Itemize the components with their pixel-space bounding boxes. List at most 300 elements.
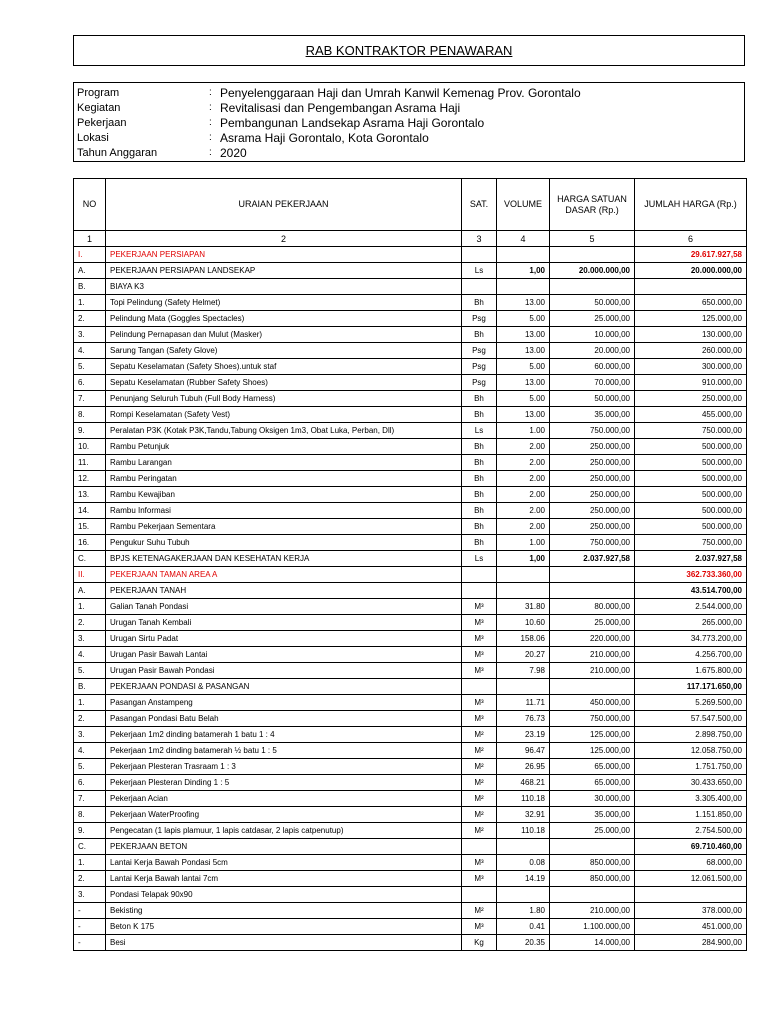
row-number: A. [74,263,106,279]
row-number: - [74,903,106,919]
info-colon: : [209,102,212,113]
row-unit: M² [462,903,497,919]
row-volume: 110.18 [497,823,550,839]
row-volume: 13.00 [497,327,550,343]
info-row [77,130,737,146]
row-volume: 20.27 [497,647,550,663]
info-label: Pekerjaan [77,117,127,129]
row-total: 69.710.460,00 [635,839,747,855]
row-unit-price: 210.000,00 [550,903,635,919]
row-unit [462,247,497,263]
row-unit: Bh [462,391,497,407]
row-unit-price: 35.000,00 [550,807,635,823]
row-number: 7. [74,791,106,807]
header-jumlah: JUMLAH HARGA (Rp.) [635,179,747,231]
row-unit-price: 250.000,00 [550,471,635,487]
row-number: 3. [74,887,106,903]
info-value: 2020 [220,146,247,160]
table-row [74,535,747,551]
row-description: PEKERJAAN TANAH [106,583,462,599]
row-total [635,887,747,903]
table-row [74,375,747,391]
table-row [74,647,747,663]
row-unit-price: 220.000,00 [550,631,635,647]
row-volume: 1.00 [497,423,550,439]
row-description: PEKERJAAN BETON [106,839,462,855]
row-total: 750.000,00 [635,423,747,439]
row-total: 20.000.000,00 [635,263,747,279]
row-description: Pasangan Pondasi Batu Belah [106,711,462,727]
row-number: 5. [74,663,106,679]
row-total: 750.000,00 [635,535,747,551]
row-description: Rambu Peringatan [106,471,462,487]
row-total: 57.547.500,00 [635,711,747,727]
table-row [74,487,747,503]
row-unit: M² [462,791,497,807]
table-row [74,887,747,903]
row-volume: 32.91 [497,807,550,823]
row-description: Urugan Pasir Bawah Pondasi [106,663,462,679]
info-label: Lokasi [77,132,109,144]
row-unit-price [550,839,635,855]
row-unit: Bh [462,407,497,423]
table-row [74,567,747,583]
row-volume: 2.00 [497,455,550,471]
row-description: Topi Pelindung (Safety Helmet) [106,295,462,311]
row-number: 4. [74,647,106,663]
table-row [74,391,747,407]
table-row [74,807,747,823]
info-label: Tahun Anggaran [77,147,158,159]
table-row [74,263,747,279]
row-volume: 31.80 [497,599,550,615]
row-number: 2. [74,311,106,327]
row-description: Bekisting [106,903,462,919]
row-total: 650.000,00 [635,295,747,311]
row-description: Urugan Sirtu Padat [106,631,462,647]
row-number: 12. [74,471,106,487]
row-unit-price [550,679,635,695]
row-total: 500.000,00 [635,455,747,471]
row-unit: Bh [462,535,497,551]
row-unit [462,279,497,295]
row-total: 284.900,00 [635,935,747,951]
row-volume: 1,00 [497,263,550,279]
row-number: - [74,935,106,951]
row-number: 2. [74,711,106,727]
row-unit: Ls [462,263,497,279]
row-total: 4.256.700,00 [635,647,747,663]
row-description: Rambu Informasi [106,503,462,519]
row-description: Pekerjaan Plesteran Trasraam 1 : 3 [106,759,462,775]
row-description: BPJS KETENAGAKERJAAN DAN KESEHATAN KERJA [106,551,462,567]
row-unit: Bh [462,327,497,343]
row-volume: 1,00 [497,551,550,567]
row-number: 14. [74,503,106,519]
column-number: 3 [462,231,497,247]
row-volume [497,567,550,583]
document-title: RAB KONTRAKTOR PENAWARAN [73,35,745,66]
row-description: PEKERJAAN PERSIAPAN LANDSEKAP [106,263,462,279]
table-row [74,727,747,743]
row-unit: M³ [462,599,497,615]
row-unit: M³ [462,631,497,647]
row-description: Besi [106,935,462,951]
row-total: 250.000,00 [635,391,747,407]
row-description: Pekerjaan Acian [106,791,462,807]
row-unit-price: 850.000,00 [550,871,635,887]
row-description: Sarung Tangan (Safety Glove) [106,343,462,359]
row-number: 1. [74,295,106,311]
info-value: Revitalisasi dan Pengembangan Asrama Haji [220,101,461,115]
row-number: 6. [74,775,106,791]
row-description: PEKERJAAN TAMAN AREA A [106,567,462,583]
row-total: 500.000,00 [635,487,747,503]
row-total: 12.061.500,00 [635,871,747,887]
row-total: 500.000,00 [635,439,747,455]
row-description: Lantai Kerja Bawah Pondasi 5cm [106,855,462,871]
info-value: Pembangunan Landsekap Asrama Haji Gorontalo [220,116,485,130]
row-volume: 20.35 [497,935,550,951]
row-volume: 1.00 [497,535,550,551]
row-unit-price: 14.000,00 [550,935,635,951]
row-total: 2.037.927,58 [635,551,747,567]
row-volume: 10.60 [497,615,550,631]
row-total: 3.305.400,00 [635,791,747,807]
info-row [77,100,737,116]
row-unit: M² [462,759,497,775]
row-number: 5. [74,359,106,375]
row-description: Pekerjaan 1m2 dinding batamerah 1 batu 1 : 4 [106,727,462,743]
row-unit: Bh [462,487,497,503]
row-volume: 13.00 [497,407,550,423]
table-row [74,423,747,439]
row-unit: Bh [462,471,497,487]
row-number: 3. [74,327,106,343]
row-unit: Kg [462,935,497,951]
row-number: 6. [74,375,106,391]
row-volume: 13.00 [497,343,550,359]
row-number: 15. [74,519,106,535]
row-unit-price: 60.000,00 [550,359,635,375]
row-number: B. [74,679,106,695]
row-unit-price: 125.000,00 [550,743,635,759]
row-description: Pekerjaan 1m2 dinding batamerah ½ batu 1 : 5 [106,743,462,759]
row-unit-price: 250.000,00 [550,455,635,471]
row-number: 4. [74,343,106,359]
row-description: PEKERJAAN PONDASI & PASANGAN [106,679,462,695]
info-label: Program [77,87,120,99]
row-total: 2.898.750,00 [635,727,747,743]
info-colon: : [209,117,212,128]
header-sat: SAT. [462,179,497,231]
row-volume: 0.41 [497,919,550,935]
row-unit-price: 10.000,00 [550,327,635,343]
row-unit-price [550,887,635,903]
row-unit-price: 125.000,00 [550,727,635,743]
table-row [74,407,747,423]
row-description: Pasangan Anstampeng [106,695,462,711]
row-unit: M³ [462,615,497,631]
header-volume: VOLUME [497,179,550,231]
row-description: Sepatu Keselamatan (Safety Shoes).untuk staf [106,359,462,375]
table-row [74,695,747,711]
row-description: Peralatan P3K (Kotak P3K,Tandu,Tabung Oksigen 1m3, Obat Luka, Perban, Dll) [106,423,462,439]
row-unit-price: 65.000,00 [550,775,635,791]
info-row [77,85,737,101]
table-row [74,791,747,807]
row-unit [462,567,497,583]
row-unit: M² [462,823,497,839]
row-unit-price: 750.000,00 [550,711,635,727]
row-volume: 13.00 [497,375,550,391]
row-total: 1.751.750,00 [635,759,747,775]
row-unit: Ls [462,551,497,567]
row-description: Urugan Tanah Kembali [106,615,462,631]
table-row [74,775,747,791]
row-unit-price: 25.000,00 [550,311,635,327]
row-number: 4. [74,743,106,759]
row-number: C. [74,839,106,855]
column-number: 1 [74,231,106,247]
row-volume [497,839,550,855]
info-colon: : [209,147,212,158]
row-unit-price: 250.000,00 [550,487,635,503]
row-number: 9. [74,423,106,439]
row-volume: 5.00 [497,311,550,327]
row-volume: 2.00 [497,439,550,455]
row-description: Pengukur Suhu Tubuh [106,535,462,551]
row-unit-price: 250.000,00 [550,519,635,535]
table-row [74,711,747,727]
row-volume: 76.73 [497,711,550,727]
table-row [74,855,747,871]
row-total: 43.514.700,00 [635,583,747,599]
row-unit: Bh [462,519,497,535]
row-unit-price: 250.000,00 [550,503,635,519]
row-volume [497,279,550,295]
row-description: BIAYA K3 [106,279,462,295]
row-number: 11. [74,455,106,471]
row-number: 8. [74,407,106,423]
row-unit: M³ [462,711,497,727]
row-unit: Bh [462,439,497,455]
row-number: - [74,919,106,935]
row-description: Rambu Kewajiban [106,487,462,503]
row-unit-price: 20.000,00 [550,343,635,359]
row-total: 130.000,00 [635,327,747,343]
row-total: 455.000,00 [635,407,747,423]
row-unit-price: 65.000,00 [550,759,635,775]
row-unit: Psg [462,375,497,391]
row-unit-price: 35.000,00 [550,407,635,423]
row-unit: Psg [462,359,497,375]
table-row [74,823,747,839]
row-total: 2.544.000,00 [635,599,747,615]
row-total: 68.000,00 [635,855,747,871]
row-total: 362.733.360,00 [635,567,747,583]
row-unit: Bh [462,295,497,311]
column-number: 5 [550,231,635,247]
row-number: 2. [74,615,106,631]
header-harga: HARGA SATUAN DASAR (Rp.) [550,179,635,231]
row-unit-price: 2.037.927,58 [550,551,635,567]
table-row [74,679,747,695]
row-total: 12.058.750,00 [635,743,747,759]
row-description: Urugan Pasir Bawah Lantai [106,647,462,663]
row-unit-price: 450.000,00 [550,695,635,711]
row-unit-price: 25.000,00 [550,823,635,839]
row-volume [497,679,550,695]
row-unit: Psg [462,343,497,359]
row-unit: Psg [462,311,497,327]
row-description: Pekerjaan Plesteran Dinding 1 : 5 [106,775,462,791]
row-unit: M³ [462,695,497,711]
row-unit: M³ [462,919,497,935]
row-volume: 0.08 [497,855,550,871]
row-description: Beton K 175 [106,919,462,935]
row-volume: 7.98 [497,663,550,679]
info-row [77,115,737,131]
header-uraian: URAIAN PEKERJAAN [106,179,462,231]
row-number: 3. [74,727,106,743]
row-volume [497,887,550,903]
row-description: Pelindung Mata (Goggles Spectacles) [106,311,462,327]
row-unit: Bh [462,503,497,519]
row-total: 125.000,00 [635,311,747,327]
row-number: 1. [74,695,106,711]
table-row [74,583,747,599]
row-total: 2.754.500,00 [635,823,747,839]
row-number: 3. [74,631,106,647]
table-row [74,295,747,311]
row-volume: 2.00 [497,519,550,535]
row-volume: 158.06 [497,631,550,647]
row-description: Pengecatan (1 lapis plamuur, 1 lapis catdasar, 2 lapis catpenutup) [106,823,462,839]
row-number: 5. [74,759,106,775]
row-volume: 110.18 [497,791,550,807]
row-number: II. [74,567,106,583]
row-total: 378.000,00 [635,903,747,919]
row-volume [497,583,550,599]
table-row [74,935,747,951]
row-unit: M³ [462,855,497,871]
row-volume: 96.47 [497,743,550,759]
row-unit: Bh [462,455,497,471]
row-description: Rambu Larangan [106,455,462,471]
row-unit: M³ [462,647,497,663]
row-total: 500.000,00 [635,471,747,487]
row-unit-price: 750.000,00 [550,423,635,439]
row-number: A. [74,583,106,599]
row-unit-price: 80.000,00 [550,599,635,615]
info-label: Kegiatan [77,102,121,114]
row-unit [462,679,497,695]
row-description: Sepatu Keselamatan (Rubber Safety Shoes) [106,375,462,391]
row-number: 2. [74,871,106,887]
row-number: 16. [74,535,106,551]
table-row [74,359,747,375]
table-row [74,455,747,471]
row-volume: 13.00 [497,295,550,311]
row-total: 500.000,00 [635,519,747,535]
row-number: 7. [74,391,106,407]
table-row [74,247,747,263]
row-volume: 2.00 [497,471,550,487]
column-number: 6 [635,231,747,247]
table-row [74,311,747,327]
row-number: 1. [74,599,106,615]
row-unit: Ls [462,423,497,439]
row-volume: 5.00 [497,359,550,375]
row-description: Galian Tanah Pondasi [106,599,462,615]
row-total [635,279,747,295]
row-total: 1.675.800,00 [635,663,747,679]
row-unit-price: 250.000,00 [550,439,635,455]
row-number: I. [74,247,106,263]
row-description: PEKERJAAN PERSIAPAN [106,247,462,263]
row-description: Penunjang Seluruh Tubuh (Full Body Harness) [106,391,462,407]
info-value: Asrama Haji Gorontalo, Kota Gorontalo [220,131,429,145]
row-unit: M³ [462,663,497,679]
row-unit: M² [462,807,497,823]
row-volume: 14.19 [497,871,550,887]
table-body [74,247,747,951]
row-total: 1.151.850,00 [635,807,747,823]
row-unit-price: 850.000,00 [550,855,635,871]
info-value: Penyelenggaraan Haji dan Umrah Kanwil Kemenag Prov. Gorontalo [220,86,581,100]
table-row [74,279,747,295]
table-row [74,503,747,519]
table-row [74,599,747,615]
row-number: 1. [74,855,106,871]
table-row [74,327,747,343]
row-number: B. [74,279,106,295]
row-unit-price: 70.000,00 [550,375,635,391]
row-total: 117.171.650,00 [635,679,747,695]
row-unit-price: 30.000,00 [550,791,635,807]
row-volume: 26.95 [497,759,550,775]
row-number: 10. [74,439,106,455]
table-row [74,631,747,647]
info-row [77,145,737,161]
row-volume: 23.19 [497,727,550,743]
row-unit-price [550,279,635,295]
row-description: Rambu Petunjuk [106,439,462,455]
row-unit: M² [462,727,497,743]
row-total: 29.617.927,58 [635,247,747,263]
row-number: 8. [74,807,106,823]
table-row [74,615,747,631]
row-total: 451.000,00 [635,919,747,935]
row-unit: M² [462,775,497,791]
table-row [74,871,747,887]
row-total: 910.000,00 [635,375,747,391]
table-row [74,759,747,775]
column-number: 2 [106,231,462,247]
row-number: 13. [74,487,106,503]
row-unit-price: 210.000,00 [550,663,635,679]
row-unit-price [550,567,635,583]
row-volume: 1.80 [497,903,550,919]
row-total: 300.000,00 [635,359,747,375]
row-volume [497,247,550,263]
table-row [74,903,747,919]
row-description: Lantai Kerja Bawah lantai 7cm [106,871,462,887]
row-volume: 2.00 [497,503,550,519]
row-description: Rompi Keselamatan (Safety Vest) [106,407,462,423]
row-total: 265.000,00 [635,615,747,631]
